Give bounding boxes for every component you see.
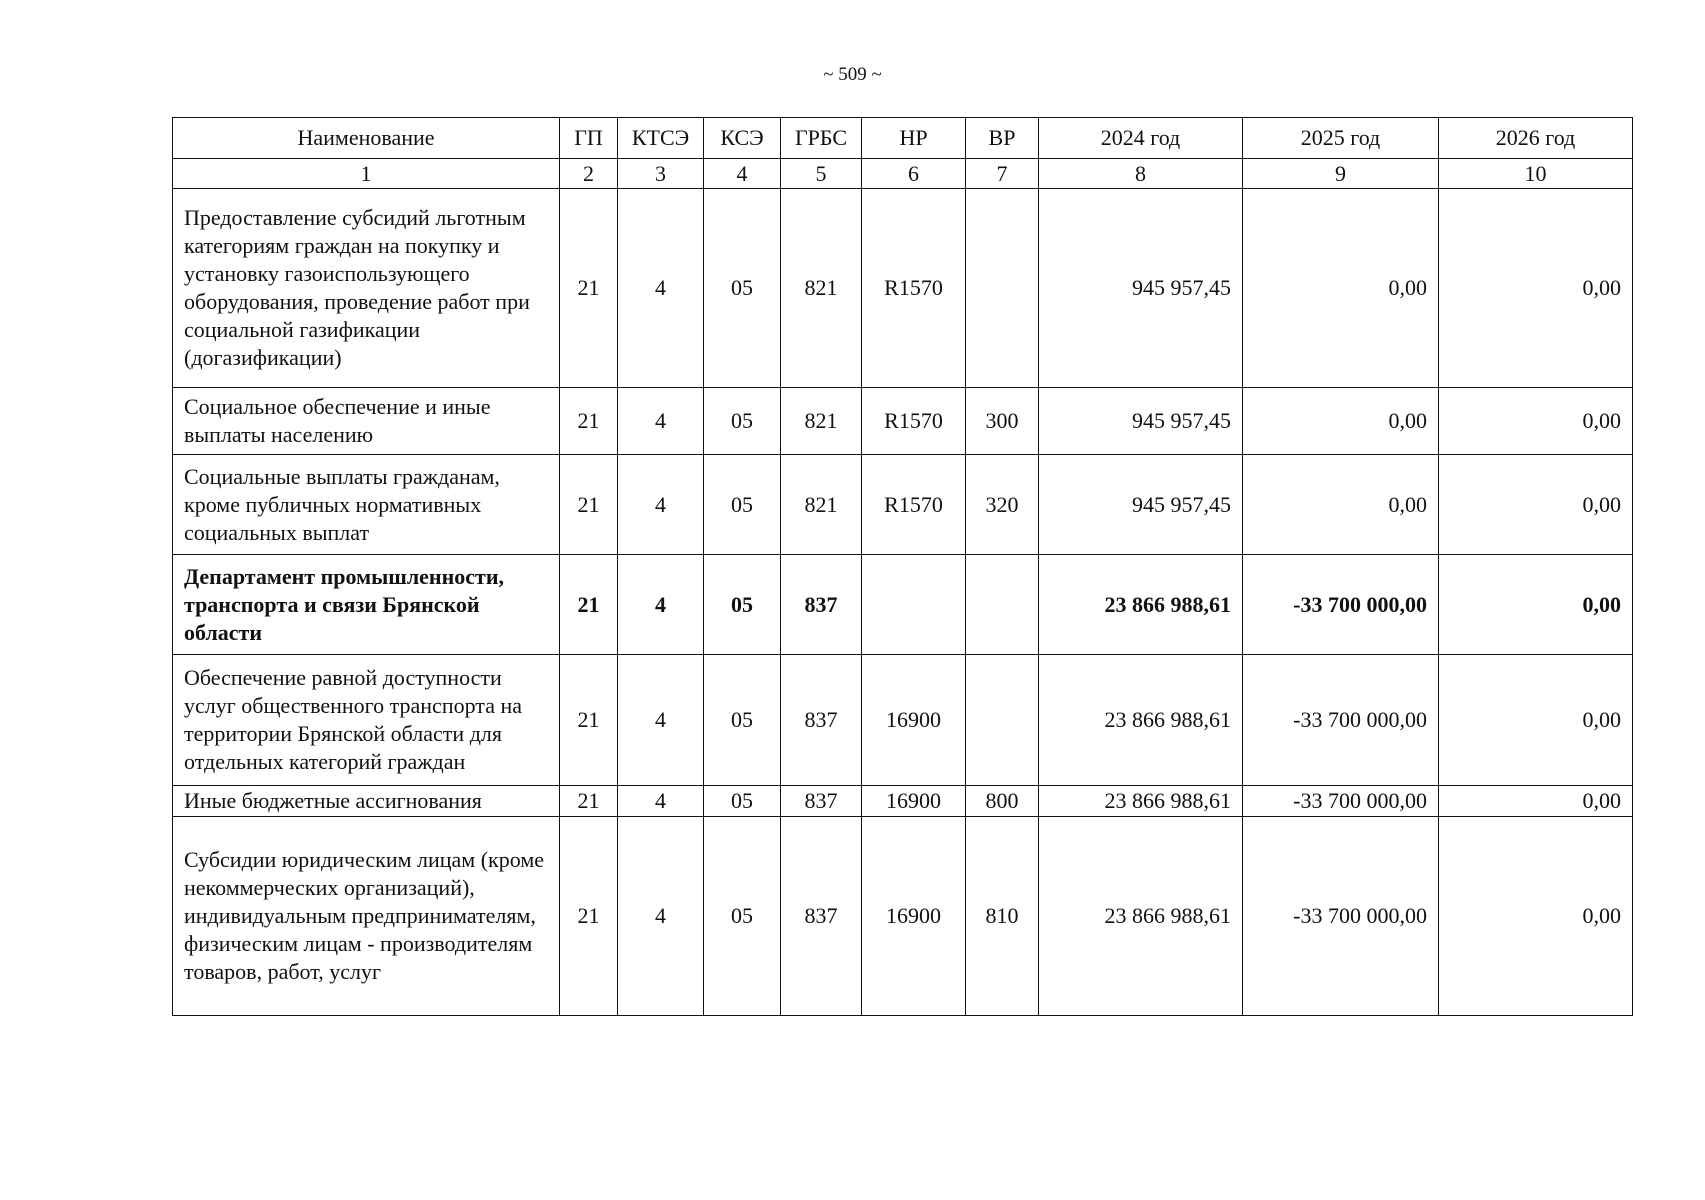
- column-numbering-row: [173, 159, 1633, 189]
- row-nr: 16900: [862, 655, 966, 786]
- row-2024: 945 957,45: [1039, 388, 1243, 455]
- row-2024: 23 866 988,61: [1039, 555, 1243, 655]
- column-number: 8: [1039, 159, 1243, 189]
- row-2026: 0,00: [1439, 189, 1633, 388]
- row-vr: 810: [966, 817, 1039, 1016]
- row-2025: -33 700 000,00: [1243, 555, 1439, 655]
- row-kse: 05: [704, 786, 781, 817]
- column-number: 1: [173, 159, 560, 189]
- row-grbs: 837: [781, 817, 862, 1016]
- header-nr: НР: [862, 118, 966, 159]
- row-nr: 16900: [862, 786, 966, 817]
- column-number: 6: [862, 159, 966, 189]
- row-ktse: 4: [618, 817, 704, 1016]
- header-gp: ГП: [560, 118, 618, 159]
- row-ktse: 4: [618, 455, 704, 555]
- row-vr: 320: [966, 455, 1039, 555]
- row-gp: 21: [560, 555, 618, 655]
- row-name: Социальные выплаты гражданам, кроме публичных нормативных социальных выплат: [173, 455, 560, 555]
- column-number: 7: [966, 159, 1039, 189]
- column-number: 4: [704, 159, 781, 189]
- row-2024: 23 866 988,61: [1039, 817, 1243, 1016]
- row-name: Иные бюджетные ассигнования: [173, 786, 560, 817]
- row-2025: -33 700 000,00: [1243, 817, 1439, 1016]
- row-2024: 945 957,45: [1039, 455, 1243, 555]
- row-2025: 0,00: [1243, 388, 1439, 455]
- row-vr: 800: [966, 786, 1039, 817]
- row-vr: [966, 655, 1039, 786]
- column-number: 9: [1243, 159, 1439, 189]
- row-2024: 945 957,45: [1039, 189, 1243, 388]
- row-2024: 23 866 988,61: [1039, 655, 1243, 786]
- budget-table: [172, 117, 1633, 1016]
- row-vr: [966, 555, 1039, 655]
- row-gp: 21: [560, 655, 618, 786]
- row-2026: 0,00: [1439, 655, 1633, 786]
- row-ktse: 4: [618, 189, 704, 388]
- row-grbs: 837: [781, 786, 862, 817]
- table-row: [173, 817, 1633, 1016]
- row-grbs: 821: [781, 189, 862, 388]
- row-name: Субсидии юридическим лицам (кроме некоммерческих организаций), индивидуальным предпринимателям, физическим лицам - производителям товаров, работ, услуг: [173, 817, 560, 1016]
- row-kse: 05: [704, 555, 781, 655]
- row-name: Обеспечение равной доступности услуг общественного транспорта на территории Брянской области для отдельных категорий граждан: [173, 655, 560, 786]
- table-row: [173, 655, 1633, 786]
- row-gp: 21: [560, 786, 618, 817]
- row-nr: [862, 555, 966, 655]
- row-grbs: 837: [781, 555, 862, 655]
- row-kse: 05: [704, 388, 781, 455]
- row-name: Предоставление субсидий льготным категориям граждан на покупку и установку газоиспользующего оборудования, проведение работ при социальной газификации (догазификации): [173, 189, 560, 388]
- row-grbs: 837: [781, 655, 862, 786]
- row-ktse: 4: [618, 655, 704, 786]
- row-2025: -33 700 000,00: [1243, 786, 1439, 817]
- table-row: [173, 786, 1633, 817]
- row-grbs: 821: [781, 455, 862, 555]
- row-grbs: 821: [781, 388, 862, 455]
- row-kse: 05: [704, 455, 781, 555]
- row-kse: 05: [704, 817, 781, 1016]
- row-nr: 16900: [862, 817, 966, 1016]
- header-2026: 2026 год: [1439, 118, 1633, 159]
- row-ktse: 4: [618, 555, 704, 655]
- row-2025: 0,00: [1243, 455, 1439, 555]
- row-gp: 21: [560, 455, 618, 555]
- row-2026: 0,00: [1439, 388, 1633, 455]
- header-kse: КСЭ: [704, 118, 781, 159]
- row-vr: 300: [966, 388, 1039, 455]
- row-name: Департамент промышленности, транспорта и связи Брянской области: [173, 555, 560, 655]
- table-row: [173, 189, 1633, 388]
- row-2025: 0,00: [1243, 189, 1439, 388]
- row-2025: -33 700 000,00: [1243, 655, 1439, 786]
- row-name: Социальное обеспечение и иные выплаты населению: [173, 388, 560, 455]
- row-gp: 21: [560, 817, 618, 1016]
- page-number: ~ 509 ~: [823, 64, 882, 85]
- row-gp: 21: [560, 189, 618, 388]
- table-row: [173, 455, 1633, 555]
- header-row: [173, 118, 1633, 159]
- row-nr: R1570: [862, 455, 966, 555]
- column-number: 5: [781, 159, 862, 189]
- row-2026: 0,00: [1439, 817, 1633, 1016]
- header-vr: ВР: [966, 118, 1039, 159]
- header-2025: 2025 год: [1243, 118, 1439, 159]
- header-grbs: ГРБС: [781, 118, 862, 159]
- column-number: 10: [1439, 159, 1633, 189]
- table-row-department: [173, 555, 1633, 655]
- row-ktse: 4: [618, 388, 704, 455]
- row-nr: R1570: [862, 189, 966, 388]
- column-number: 3: [618, 159, 704, 189]
- row-kse: 05: [704, 655, 781, 786]
- header-name: Наименование: [173, 118, 560, 159]
- row-ktse: 4: [618, 786, 704, 817]
- header-2024: 2024 год: [1039, 118, 1243, 159]
- row-nr: R1570: [862, 388, 966, 455]
- table-row: [173, 388, 1633, 455]
- row-kse: 05: [704, 189, 781, 388]
- row-2026: 0,00: [1439, 455, 1633, 555]
- row-vr: [966, 189, 1039, 388]
- row-2026: 0,00: [1439, 555, 1633, 655]
- header-ktse: КТСЭ: [618, 118, 704, 159]
- row-gp: 21: [560, 388, 618, 455]
- row-2024: 23 866 988,61: [1039, 786, 1243, 817]
- column-number: 2: [560, 159, 618, 189]
- row-2026: 0,00: [1439, 786, 1633, 817]
